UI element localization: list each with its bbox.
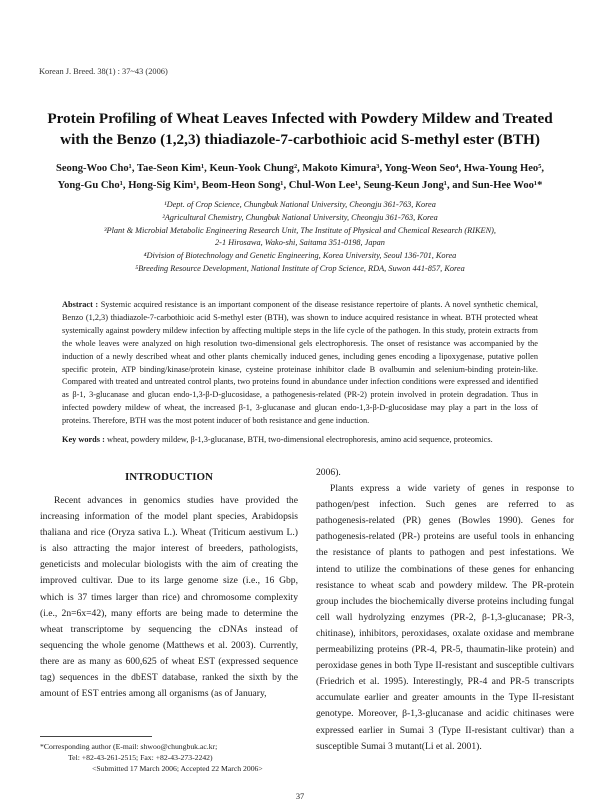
- footnote: [40, 741, 263, 774]
- abstract: [62, 299, 538, 428]
- intro-paragraph-1-cont: 2006).: [316, 467, 341, 478]
- abstract-label: Abstract :: [62, 300, 99, 309]
- affiliation-1: ¹Dept. of Crop Science, Chungbuk National University, Cheongju 361-763, Korea: [164, 200, 436, 209]
- author-list: [40, 160, 560, 194]
- article-title: [30, 108, 570, 150]
- footnote-rule: [40, 736, 152, 737]
- submission-dates: <Submitted 17 March 2006; Accepted 22 March 2006>: [92, 764, 263, 773]
- right-column: [316, 465, 574, 755]
- abstract-text: Systemic acquired resistance is an important component of the disease resistance repertoire of plants. A novel synthetic chemical, Benzo (1,2,3) thiadiazole-7-carbothioic acid S-methyl ester (BTH), was shown to induce acquired resistance in wheat. BTH protected wheat systemically against powdery mildew infection by affecting multiple steps in the life cycle of the pathogen. In this study, protein extracts from the whole leaves were analyzed on high resolution two-dimensional gels electrophoresis. The onset of resistance was accompanied by the induction of a newly described wheat and other plants chemically induced genes, including genes encoding a lipoxygenase, putative pollen specific protein, ATP binding/kinase/protein kinase, cysteine proteinase inhibitor clade B ovalbumin and selenium-binding protein-like. Compared with treated and untreated control plants, two proteins found in abundance under infection conditions were expressed and identified as β-1, 3-glucanase and glucan endo-1,3-β-D-glucosidase, a pathogenesis-related (PR-2) protein involved in protein degradation. Thus in infected powdery mildew of wheat, the increased β-1, 3-glucanase and glucan endo-1,3-β-D-glucosidase may play a part in the loss of proteins. Therefore, BTH was the most potent inducer of both resistance and gene induction.: [62, 300, 538, 426]
- title-line-2: with the Benzo (1,2,3) thiadiazole-7-carbothioic acid S-methyl ester (BTH): [60, 131, 540, 148]
- title-line-1: Protein Profiling of Wheat Leaves Infected with Powdery Mildew and Treated: [47, 110, 553, 127]
- page-number: 37: [295, 792, 305, 801]
- affiliation-5: ⁵Breeding Resource Development, National Institute of Crop Science, RDA, Suwon 441-857, Korea: [135, 263, 465, 273]
- authors-line-2: Yong-Gu Cho¹, Hong-Sig Kim¹, Beom-Heon Song¹, Chul-Won Lee¹, Seung-Keun Jong¹, and Sun-Hee Woo¹*: [57, 180, 543, 191]
- authors-line-1: Seong-Woo Cho¹, Tae-Seon Kim¹, Keun-Yook Chung², Makoto Kimura³, Yong-Weon Seo⁴, Hwa-Young Heo⁵,: [55, 163, 545, 174]
- section-heading-introduction: INTRODUCTION: [124, 471, 213, 483]
- affiliation-4: ⁴Division of Biotechnology and Genetic Engineering, Korea University, Seoul 136-701, Korea: [143, 251, 457, 261]
- affiliation-3: ³Plant & Microbial Metabolic Engineering Research Unit, The Institute of Physical and Chemical Research (RIKEN),: [104, 225, 496, 235]
- left-column: [40, 493, 298, 702]
- corresponding-author: *Corresponding author (E-mail: shwoo@chungbuk.ac.kr;: [40, 742, 218, 751]
- keywords-label: Key words :: [62, 435, 105, 444]
- affiliation-3-cont: 2-1 Hirosawa, Wako-shi, Saitama 351-0198, Japan: [215, 238, 385, 248]
- keywords: [62, 434, 538, 447]
- intro-paragraph-1: Recent advances in genomics studies have provided the increasing information of the model plant species, Arabidopsis thaliana and rice (Oryza sativa L.). Wheat (Triticum aestivum L.) is also attracting the major interest of breeders, pathologists, geneticists and molecular biologists with the aim of creating the improved cultivar. Due to its large genome size (i.e., 16 Gbp, which is 37 times larger than rice) and chromosome complexity (i.e., 2n=6x=42), many efforts are being made to determine the wheat transcriptome by sequencing the cDNAs instead of sequencing the whole genome (Matthews et al. 2003). Currently, there are as many as 600,625 of wheat EST (expressed sequence tag) sequences in the dbEST database, ranked the sixth by the amount of EST entries among all organisms (as of January,: [40, 495, 298, 700]
- affiliations: [40, 199, 560, 276]
- affiliation-2: ²Agricultural Chemistry, Chungbuk National University, Cheongju 361-763, Korea: [162, 212, 438, 222]
- intro-paragraph-2: Plants express a wide variety of genes in response to pathogen/pest infection. Such genes are referred to as pathogenesis-related (PR) genes (Bowles 1990). Genes for pathogenesis-related (PR-) proteins are useful tools in enhancing the resistance of plants to pathogen and pest infestations. We intend to utilize the combinations of these genes for enhancing resistance to wheat scab and powdery mildew. The PR-protein group includes the biochemically diverse proteins including fungal cell wall hydrolyzing enzymes (PR-2, β-1,3-glucanase; PR-3, chitinase), inhibitors, peroxidases, oxalate oxidase and membrane permeabilizing proteins (PR-4, PR-5, thaumatin-like protein) and peroxidase genes in both Type II-resistant and susceptible cultivars (Friedrich et al. 1995). Interestingly, PR-4 and PR-5 transcripts accumulate earlier and greater amounts in the Type II-resistant genotype. Moreover, β-1,3-glucanase and acidic chitinases were expressed earlier in Sumai 3 (Type II-resistant cultivar) than a susceptible Sumai 3 mutant(Li et al. 2001).: [316, 483, 574, 752]
- journal-citation: Korean J. Breed. 38(1) : 37~43 (2006): [39, 67, 168, 76]
- keywords-text: wheat, powdery mildew, β-1,3-glucanase, BTH, two-dimensional electrophoresis, amino acid sequence, proteomics.: [106, 435, 493, 444]
- contact-details: Tel: +82-43-261-2515; Fax: +82-43-273-2242): [68, 753, 213, 762]
